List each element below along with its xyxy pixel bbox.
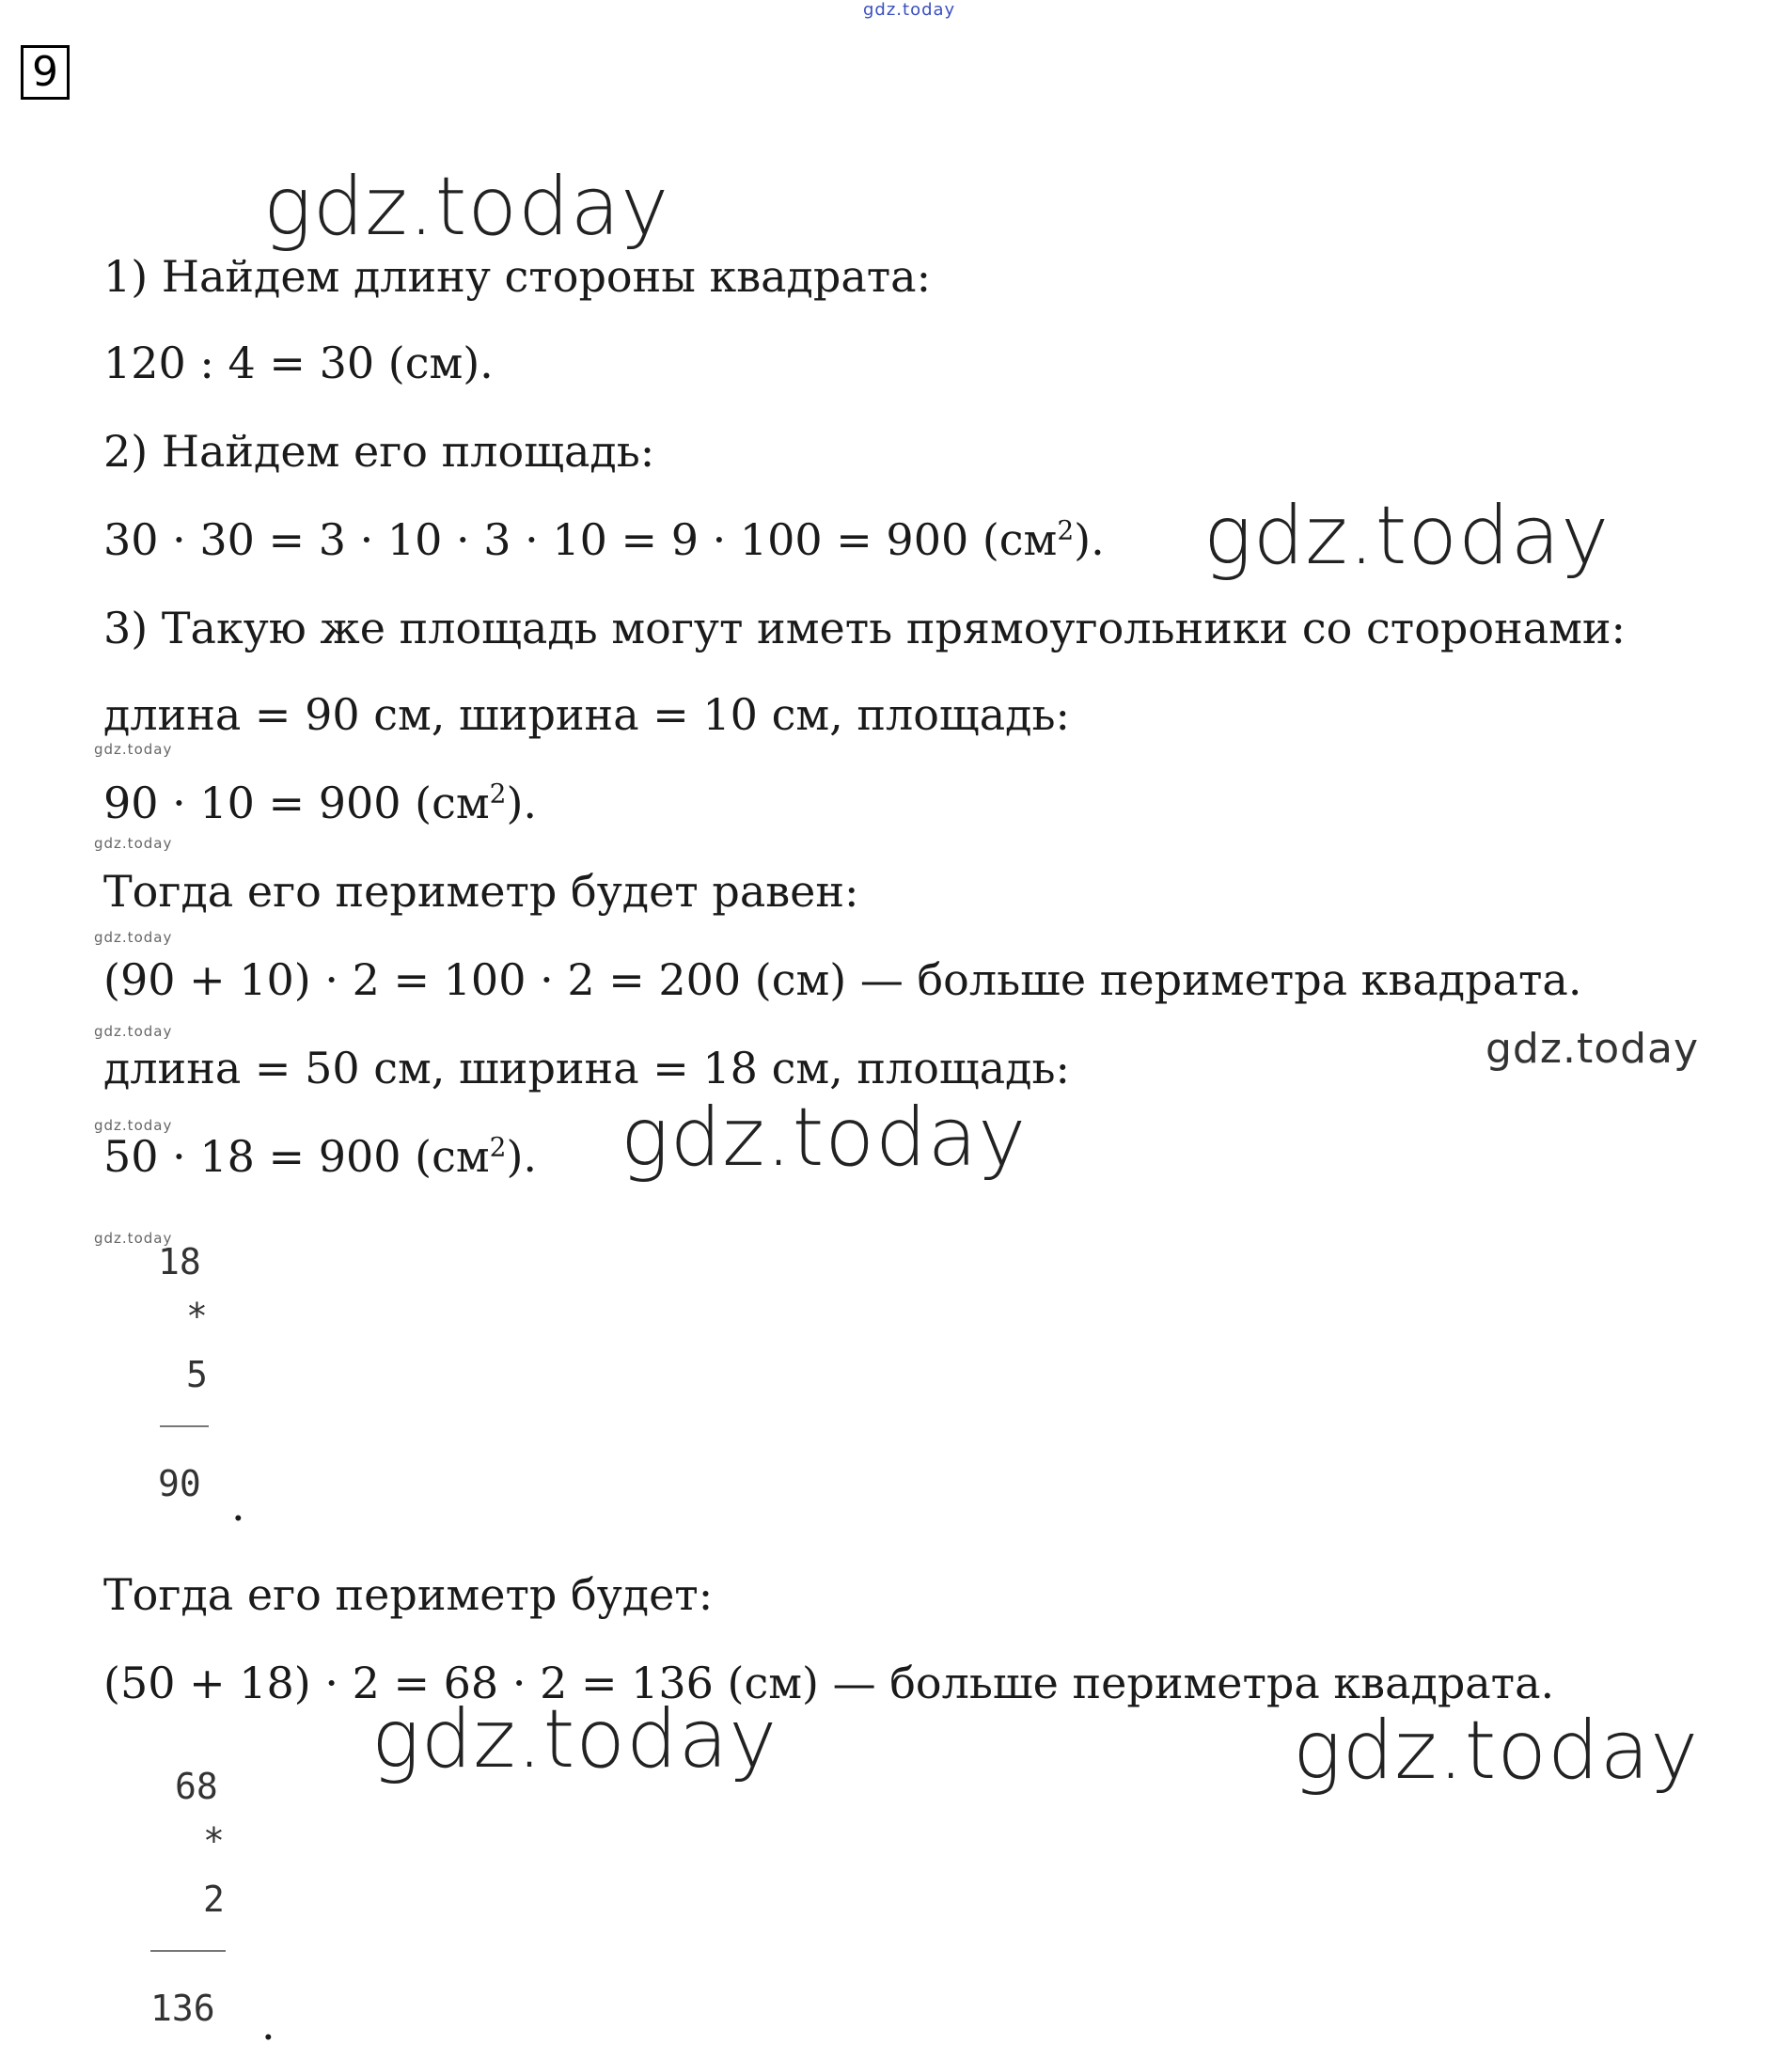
watermark-6: gdz.today (1293, 1704, 1700, 1798)
watermark-3: gdz.today (1485, 1025, 1700, 1073)
rect-2-perimeter-calc: (50 + 18) · 2 = 68 · 2 = 136 (см) — больше периметра квадрата. (103, 1658, 1555, 1708)
calc-1-operand-b: 5 (186, 1354, 208, 1395)
rect-1-perimeter-calc: (90 + 10) · 2 = 100 · 2 = 200 (см) — больше периметра квадрата. (103, 954, 1582, 1005)
calc-1-operator: * (186, 1296, 208, 1337)
calc-1-dot: . (231, 1480, 245, 1531)
calc-2-result: 136 (150, 1988, 215, 2029)
step-3-heading: 3) Такую же площадь могут иметь прямоугольники со сторонами: (103, 603, 1627, 653)
superscript: 2 (1057, 514, 1075, 546)
column-calc-1 (150, 1241, 263, 1523)
calc-2-rule (150, 1950, 226, 1952)
calc-1-result: 90 (158, 1463, 201, 1504)
watermark-5: gdz.today (371, 1692, 778, 1786)
calc-2-operand-b: 2 (203, 1879, 225, 1920)
rect-1-area (103, 775, 537, 831)
watermark-small-6: gdz.today (94, 1230, 173, 1247)
superscript: 2 (489, 778, 507, 810)
watermark-small-5: gdz.today (94, 1117, 173, 1134)
step-2-calc-text: 30 · 30 = 3 · 10 · 3 · 10 = 9 · 100 = 900 (см (103, 514, 1058, 565)
rect-2-area (103, 1128, 537, 1185)
watermark-top: gdz.today (863, 0, 956, 20)
watermark-small-4: gdz.today (94, 1023, 173, 1040)
calc-1-operand-a: 18 (158, 1241, 201, 1282)
watermark-4: gdz.today (621, 1091, 1028, 1185)
rect-1-area-text: 90 · 10 = 900 (см (103, 778, 490, 828)
step-2-heading: 2) Найдем его площадь: (103, 426, 655, 477)
rect-2-perimeter-heading: Тогда его периметр будет: (103, 1569, 714, 1620)
watermark-small-2: gdz.today (94, 835, 173, 852)
rect-2-area-text: 50 · 18 = 900 (см (103, 1131, 490, 1182)
calc-2-dot: . (261, 1999, 275, 2050)
calc-1-rule (160, 1425, 209, 1427)
closing: ). (506, 778, 538, 828)
closing: ). (506, 1131, 538, 1182)
calc-2-operand-a: 68 (175, 1766, 218, 1807)
problem-number: 9 (21, 45, 70, 100)
watermark-2: gdz.today (1203, 489, 1611, 583)
watermark-1: gdz.today (263, 160, 670, 254)
calc-2-operator: * (203, 1820, 225, 1862)
watermark-small-1: gdz.today (94, 741, 173, 758)
rect-1-dimensions: длина = 90 см, ширина = 10 см, площадь: (103, 689, 1070, 740)
step-2-calc (103, 511, 1105, 568)
step-1-heading: 1) Найдем длину стороны квадрата: (103, 251, 932, 302)
superscript: 2 (489, 1131, 507, 1163)
closing: ). (1074, 514, 1105, 565)
watermark-small-3: gdz.today (94, 929, 173, 946)
rect-2-dimensions: длина = 50 см, ширина = 18 см, площадь: (103, 1043, 1070, 1093)
step-1-calc: 120 : 4 = 30 (см). (103, 338, 494, 388)
rect-1-perimeter-heading: Тогда его периметр будет равен: (103, 866, 859, 917)
